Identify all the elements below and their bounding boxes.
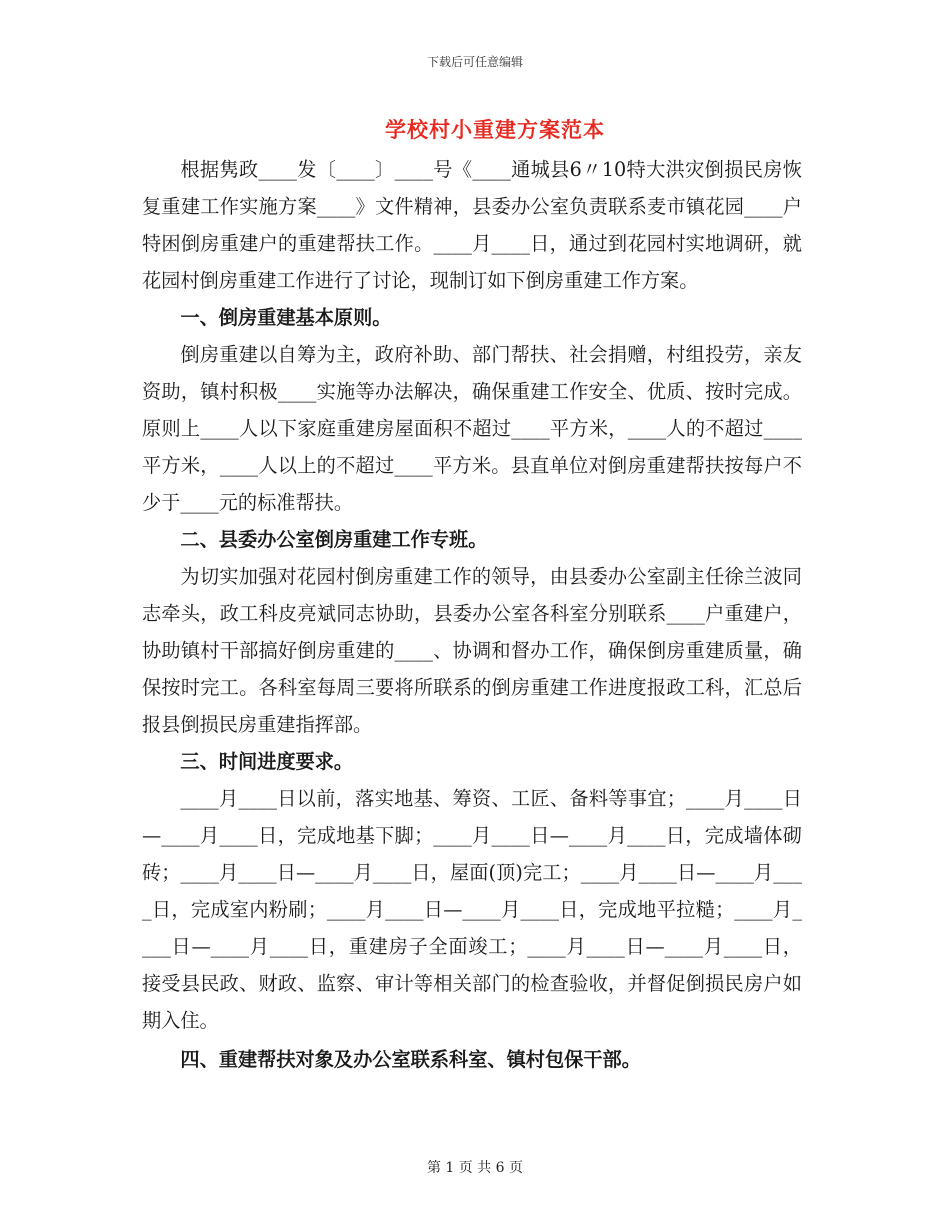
document-title: 学校村小重建方案范本 (385, 117, 605, 142)
section-3-heading: 三、时间进度要求。 (180, 750, 354, 773)
section-1-body: 倒房重建以自筹为主，政府补助、部门帮扶、社会捐赠，村组投劳，亲友资助，镇村积极____实施等办法解决，确保重建工作安全、优质、按时完成。原则上____人以下家庭重建房屋面积不超过____平方米，____人的不超过____平方米，____人以上的不超过____平方米。县直单位对倒房重建帮扶按每户不少于____元的标准帮扶。 (142, 343, 802, 514)
page-header-note: 下载后可任意编辑 (426, 55, 523, 69)
section-1-heading: 一、倒房重建基本原则。 (180, 306, 392, 329)
section-3-body: ____月____日以前，落实地基、筹资、工匠、备料等事宜；____月____日—____月____日，完成地基下脚；____月____日—____月____日，完成墙体砌砖；____月____日—____月____日，屋面(顶)完工；____月____日—____月____日，完成室内粉刷；____月____日—____月____日，完成地平拉糙；____月____日—____月____日，重建房子全面竣工；____月____日—____月____日，接受县民政、财政、监察、审计等相关部门的检查验收，并督促倒损民房户如期入住。 (142, 787, 802, 1032)
intro-paragraph: 根据隽政____发〔____〕____号《____通城县6〃10特大洪灾倒损民房恢复重建工作实施方案____》文件精神，县委办公室负责联系麦市镇花园____户特困倒房重建户的重建帮扶工作。____月____日，通过到花园村实地调研，就花园村倒房重建工作进行了讨论，现制订如下倒房重建工作方案。 (142, 158, 802, 292)
section-2-heading: 二、县委办公室倒房重建工作专班。 (180, 528, 488, 551)
section-2-body: 为切实加强对花园村倒房重建工作的领导，由县委办公室副主任徐兰波同志牵头，政工科皮亮斌同志协助，县委办公室各科室分别联系____户重建户，协助镇村干部搞好倒房重建的____、协调和督办工作，确保倒房重建质量，确保按时完工。各科室每周三要将所联系的倒房重建工作进度报政工科，汇总后报县倒损民房重建指挥部。 (142, 565, 802, 736)
section-4-heading: 四、重建帮扶对象及办公室联系科室、镇村包保干部。 (180, 1048, 641, 1071)
document-body (142, 151, 802, 1078)
page-indicator: 第 1 页 共 6 页 (426, 1160, 524, 1176)
